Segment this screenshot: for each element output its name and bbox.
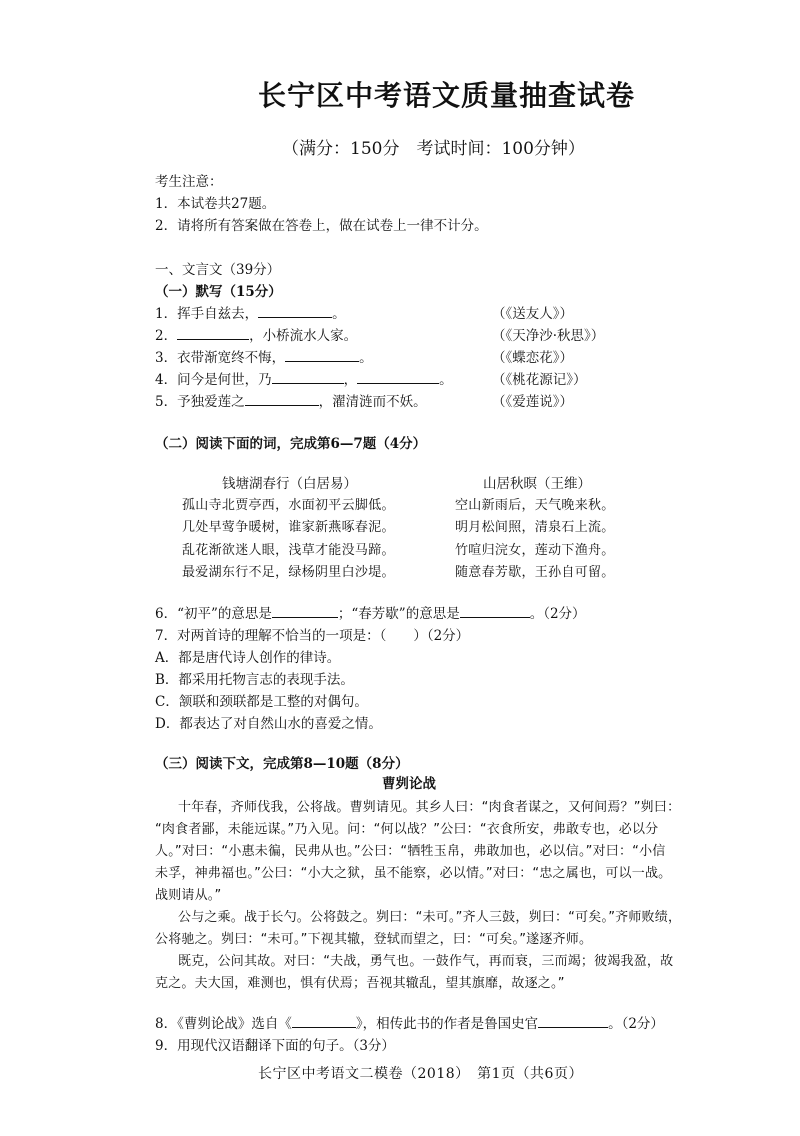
passage-line: 既克，公问其故。对曰：“夫战，勇气也。一鼓作气，再而衰，三而竭；彼竭我盈，故 (178, 954, 674, 969)
answer-blank[interactable] (538, 1015, 608, 1028)
dictation-item-2: 2． ，小桥流水人家。 (155, 328, 358, 344)
notice-item: 1．本试卷共27题。 (155, 196, 276, 212)
poem1-line: 孤山寺北贾亭西，水面初平云脚低。 (182, 498, 395, 513)
page-footer: 长宁区中考语文二模卷（2018） 第1页（共6页） (258, 1066, 583, 1082)
passage-line: 十年春，齐师伐我，公将战。曹刿请见。其乡人曰：“肉食者谋之，又何间焉？”刿曰： (178, 800, 681, 815)
passage-line: “肉食者鄙，未能远谋。”乃入见。问：“何以战？”公曰：“衣食所安，弗敢专也，必以分 (155, 822, 659, 837)
question-7-option: D．都表达了对自然山水的喜爱之情。 (155, 716, 382, 732)
poem1-title: 钱塘湖春行（白居易） (222, 476, 357, 492)
dictation-source: （《送友人》） (492, 306, 573, 322)
poem2-line: 空山新雨后，天气晚来秋。 (455, 498, 615, 513)
answer-blank[interactable] (272, 605, 338, 618)
page-title: 长宁区中考语文质量抽查试卷 (258, 79, 636, 112)
poem2-line: 明月松间照，清泉石上流。 (455, 520, 615, 535)
question-6: 6．“初平”的意思是 ；“春芳歇”的意思是 。（2分） (155, 606, 586, 622)
passage-title: 曹刿论战 (382, 776, 436, 792)
question-9: 9．用现代汉语翻译下面的句子。（3分） (155, 1038, 395, 1054)
answer-blank[interactable] (245, 393, 319, 406)
poem1-line: 几处早莺争暖树，谁家新燕啄春泥。 (182, 520, 395, 535)
passage-line: 克之。夫大国，难测也，惧有伏焉；吾视其辙乱，望其旗靡，故逐之。” (155, 976, 565, 991)
question-8: 8．《曹刿论战》选自《 》，相传此书的作者是鲁国史官 。（2分） (155, 1016, 664, 1032)
question-7-option: A．都是唐代诗人创作的律诗。 (155, 650, 341, 666)
poem1-line: 最爱湖东行不足，绿杨阴里白沙堤。 (182, 565, 395, 580)
section-heading-dictation: （一）默写（15分） (155, 284, 282, 300)
dictation-source: （《天净沙·秋思》） (492, 328, 605, 344)
passage-line: 战则请从。” (155, 888, 222, 903)
answer-blank[interactable] (177, 327, 249, 340)
dictation-item-5: 5．予独爱莲之 ，濯清涟而不妖。 (155, 394, 427, 410)
dictation-item-1: 1．挥手自兹去， 。 (155, 306, 346, 322)
answer-blank[interactable] (460, 605, 530, 618)
dictation-source: （《桃花源记》） (492, 372, 587, 388)
page-subtitle: （满分：150分 考试时间：100分钟） (282, 139, 585, 159)
question-7-option: B．都采用托物言志的表现手法。 (155, 672, 354, 688)
passage-line: 未孚，神弗福也。”公曰：“小大之狱，虽不能察，必以情。”对曰：“忠之属也，可以一战。 (155, 866, 672, 881)
notice-label: 考生注意： (155, 174, 223, 190)
poem2-line: 竹喧归浣女，莲动下渔舟。 (455, 543, 615, 558)
question-7-stem: 7．对两首诗的理解不恰当的一项是：（ ）（2分） (155, 628, 470, 644)
poem1-line: 乱花渐欲迷人眼，浅草才能没马蹄。 (182, 543, 395, 558)
passage-line: 公将驰之。刿曰：“未可。”下视其辙，登轼而望之，曰：“可矣。”遂逐齐师。 (155, 932, 593, 947)
answer-blank[interactable] (357, 371, 439, 384)
poem2-title: 山居秋暝（王维） (483, 476, 591, 492)
answer-blank[interactable] (258, 305, 332, 318)
passage-line: 公与之乘。战于长勺。公将鼓之。刿曰：“未可。”齐人三鼓，刿曰：“可矣。”齐师败绩， (178, 910, 682, 925)
answer-blank[interactable] (285, 349, 359, 362)
section-heading-poetry: （二）阅读下面的词，完成第6—7题（4分） (155, 436, 427, 452)
poem2-line: 随意春芳歇，王孙自可留。 (455, 565, 615, 580)
part1-heading: 一、文言文（39分） (155, 262, 281, 278)
dictation-source: （《爱莲说》） (492, 394, 573, 410)
answer-blank[interactable] (272, 371, 344, 384)
answer-blank[interactable] (292, 1015, 356, 1028)
dictation-source: （《蝶恋花》） (492, 350, 573, 366)
notice-item: 2．请将所有答案做在答卷上，做在试卷上一律不计分。 (155, 218, 488, 234)
section-heading-reading: （三）阅读下文，完成第8—10题（8分） (155, 756, 409, 772)
passage-line: 人。”对曰：“小惠未徧，民弗从也。”公曰：“牺牲玉帛，弗敢加也，必以信。”对曰：“小信 (155, 844, 666, 859)
dictation-item-3: 3．衣带渐宽终不悔， 。 (155, 350, 373, 366)
dictation-item-4: 4．问今是何世，乃 ， 。 (155, 372, 453, 388)
question-7-option: C．颔联和颈联都是工整的对偶句。 (155, 694, 368, 710)
